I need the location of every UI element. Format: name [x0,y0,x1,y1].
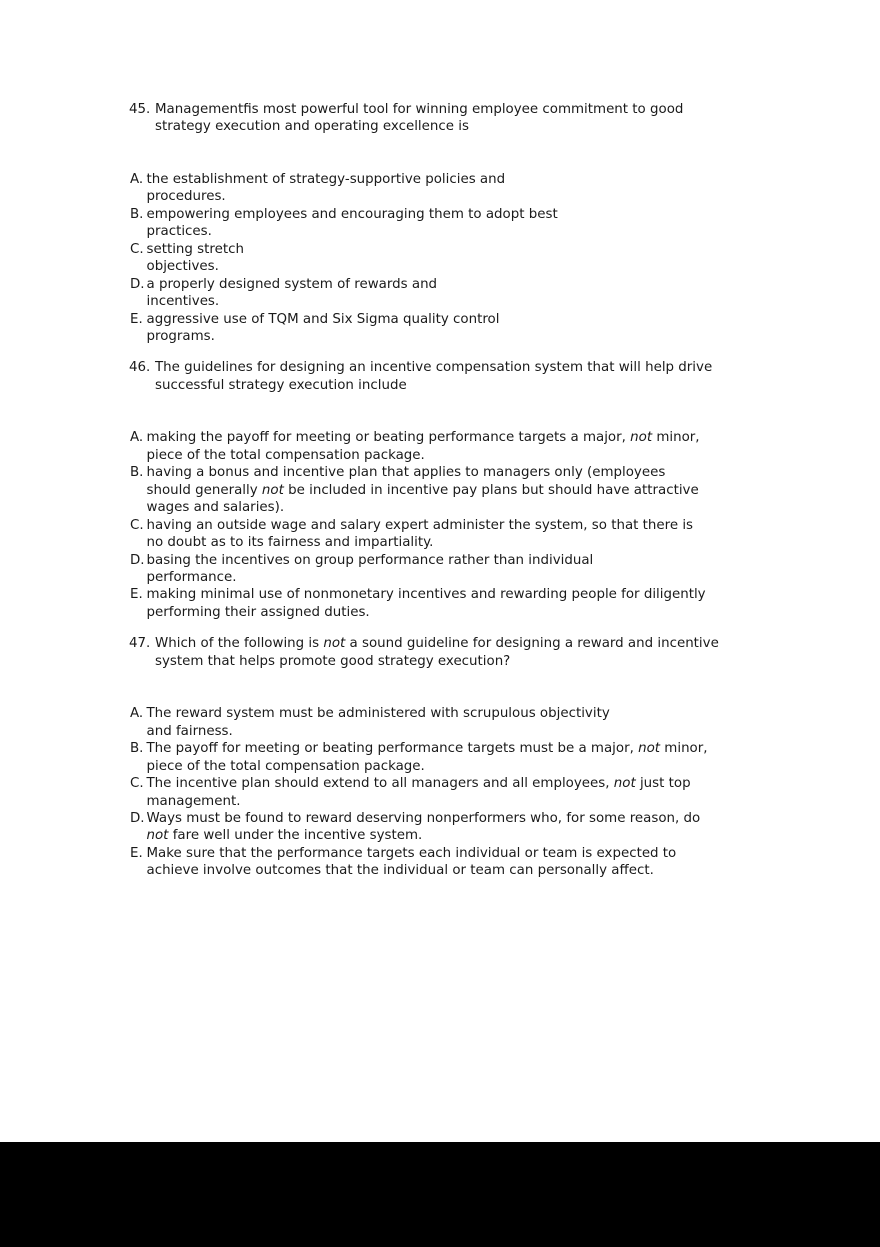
option-letter: D. [130,276,145,292]
text-line: piece of the total compensation package. [146,447,425,463]
option-letter: B. [130,206,144,222]
italic-text: not [146,828,169,844]
italic-text: not [261,482,284,498]
option-letter: E. [130,311,143,327]
option-letter: B. [130,741,144,757]
option-text [147,311,794,346]
text-line: wages and salaries). [146,500,285,516]
question-prompt-row [129,359,793,394]
option-letter: C. [130,517,144,533]
option-a [130,171,793,206]
question-prompt-text [155,101,793,136]
question-45 [129,101,793,345]
italic-text: not [323,636,346,652]
option-list [130,429,793,621]
text-line: incentives. [146,294,220,310]
text-line: The payoff for meeting or beating performance targets must be a major, not minor, [146,741,708,757]
text-line: successful strategy execution include [155,377,407,393]
italic-text: not [630,430,653,446]
text-line: Which of the following is not a sound guideline for designing a reward and incentive [155,636,719,652]
option-letter: C. [130,776,144,792]
option-text [147,705,794,740]
text-line: having an outside wage and salary expert administer the system, so that there is [146,517,694,533]
question-prompt-row [129,635,793,670]
option-text [147,586,794,621]
question-prompt-row [129,101,793,136]
text-line: having a bonus and incentive plan that applies to managers only (employees [146,465,666,481]
option-list [130,705,793,880]
option-d [130,810,793,845]
option-letter: E. [130,587,143,603]
option-text [147,276,794,311]
option-c [130,241,793,276]
option-text [147,552,794,587]
option-letter: A. [130,430,144,446]
option-text [147,845,794,880]
text-line: should generally not be included in incentive pay plans but should have attractive [146,482,699,498]
text-line: objectives. [146,259,219,275]
option-text [147,241,794,276]
option-a [130,429,793,464]
text-line: empowering employees and encouraging them to adopt best [146,206,558,222]
text-line: making the payoff for meeting or beating performance targets a major, not minor, [146,430,700,446]
text-line: Make sure that the performance targets each individual or team is expected to [146,845,677,861]
option-b [130,740,793,775]
option-letter: D. [130,810,145,826]
option-text [147,171,794,206]
text-line: The incentive plan should extend to all managers and all employees, not just top [146,776,691,792]
text-line: a properly designed system of rewards and [146,276,438,292]
option-text [147,464,794,516]
text-line: aggressive use of TQM and Six Sigma quality control [146,311,500,327]
question-prompt-text [155,635,793,670]
text-line: Managementfis most powerful tool for winning employee commitment to good [155,102,684,117]
option-c [130,517,793,552]
italic-text: not [613,776,636,792]
text-line: strategy execution and operating excellence is [155,119,469,135]
option-d [130,276,793,311]
option-text [147,429,794,464]
option-d [130,552,793,587]
option-text [147,740,794,775]
text-line: The reward system must be administered with scrupulous objectivity [146,706,610,722]
option-text [147,517,794,552]
footer-bar [0,1142,880,1247]
text-line: Ways must be found to reward deserving nonperformers who, for some reason, do [146,810,701,826]
question-number: 45. [129,102,151,117]
question-number: 46. [129,360,151,376]
text-line: management. [146,793,241,809]
text-line: system that helps promote good strategy execution? [155,653,511,669]
option-e [130,586,793,621]
option-c [130,775,793,810]
option-letter: E. [130,845,143,861]
option-text [147,810,794,845]
question-number: 47. [129,636,151,652]
option-letter: A. [130,171,144,187]
text-line: not fare well under the incentive system. [146,828,423,844]
italic-text: not [638,741,661,757]
text-line: practices. [146,224,212,240]
text-line: no doubt as to its fairness and impartiality. [146,535,434,551]
text-line: the establishment of strategy-supportive policies and [146,171,506,187]
option-letter: B. [130,465,144,481]
option-text [147,775,794,810]
text-line: and fairness. [146,723,233,739]
text-line: performing their assigned duties. [146,604,370,620]
text-line: making minimal use of nonmonetary incentives and rewarding people for diligently [146,587,706,603]
text-line: achieve involve outcomes that the individual or team can personally affect. [146,863,654,879]
text-line: basing the incentives on group performance rather than individual [146,552,594,568]
option-letter: C. [130,241,144,257]
question-list [129,101,793,880]
question-47 [129,635,793,879]
text-line: setting stretch [146,241,244,257]
text-line: piece of the total compensation package. [146,758,425,774]
option-letter: D. [130,552,145,568]
text-line: performance. [146,569,237,585]
option-text [147,206,794,241]
option-e [130,311,793,346]
text-line: The guidelines for designing an incentive compensation system that will help drive [155,360,713,376]
option-list [130,171,793,346]
option-a [130,705,793,740]
text-line: programs. [146,328,215,344]
question-prompt-text [155,359,793,394]
option-letter: A. [130,706,144,722]
text-line: procedures. [146,189,226,205]
option-e [130,845,793,880]
option-b [130,206,793,241]
question-46 [129,359,793,621]
option-b [130,464,793,516]
